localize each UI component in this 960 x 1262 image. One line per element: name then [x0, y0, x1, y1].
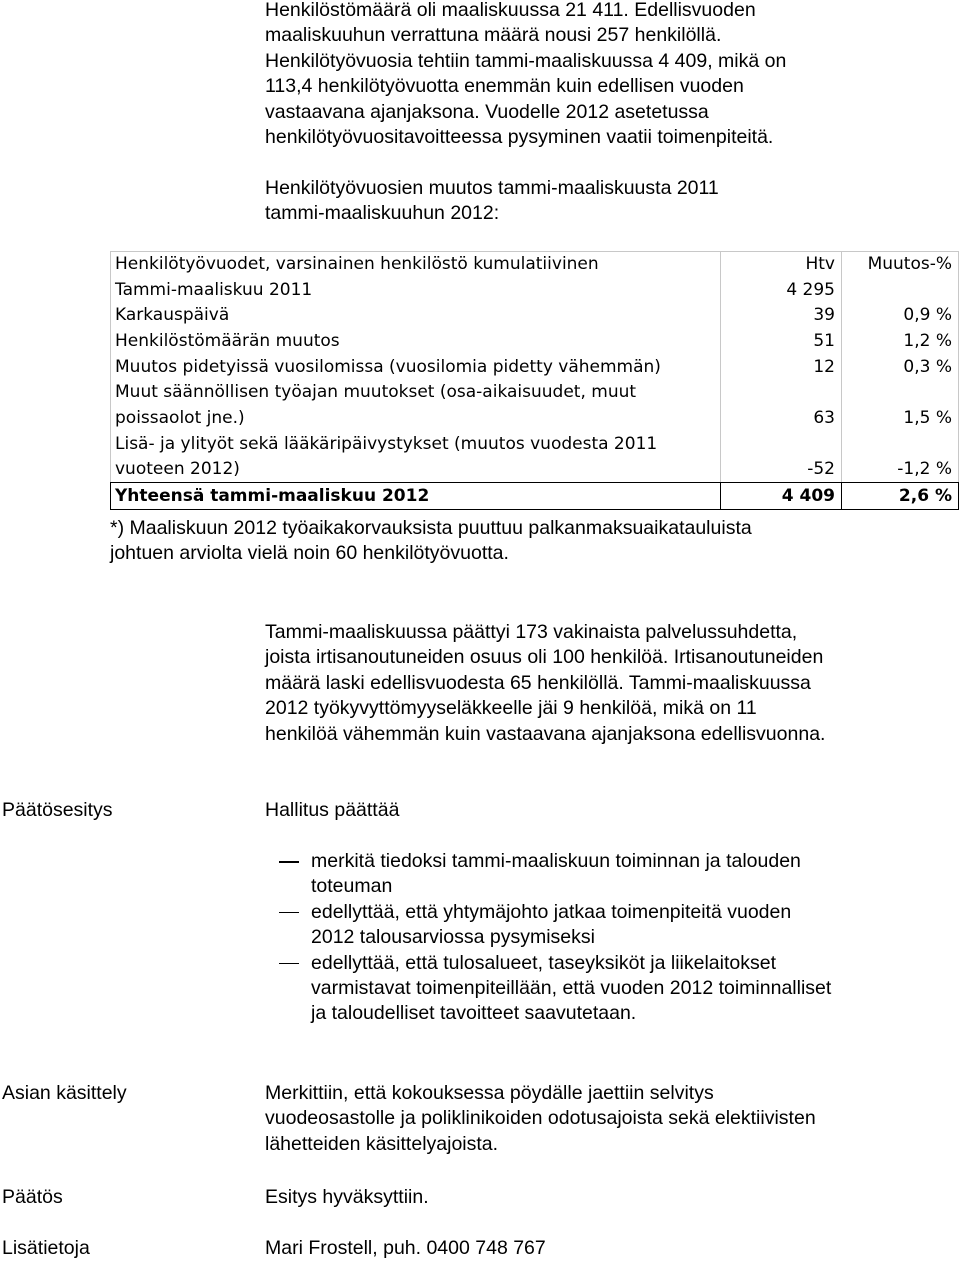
table-row	[111, 303, 959, 329]
handling-line: vuodeosastolle ja poliklinikoiden odotusajoista sekä elektiivisten	[265, 1107, 816, 1130]
total-label: Yhteensä tammi-maaliskuu 2012	[111, 483, 721, 510]
row-pct: 1,2 %	[842, 329, 959, 355]
row-pct: -1,2 %	[842, 431, 959, 483]
dash-bullet-icon	[279, 861, 299, 863]
row-label	[111, 380, 721, 431]
paragraph-line: määrä laski edellisvuodesta 65 henkilöllä. Tammi-maaliskuussa	[265, 671, 811, 694]
total-pct: 2,6 %	[842, 483, 959, 510]
person-years-table	[110, 251, 959, 510]
list-item-line: toteuman	[311, 875, 393, 898]
intro-line: Henkilöstömäärä oli maaliskuussa 21 411. Edellisvuoden	[265, 0, 756, 21]
list-item	[265, 951, 925, 1027]
handling-line: lähetteiden käsittelyajoista.	[265, 1132, 499, 1155]
ruling-text: Esitys hyväksyttiin.	[265, 1186, 429, 1208]
row-pct: 1,5 %	[842, 380, 959, 431]
intro-paragraph	[265, 0, 925, 150]
terminations-paragraph	[265, 620, 925, 747]
section-label-ruling: Päätös	[2, 1186, 63, 1208]
table-row	[111, 380, 959, 431]
proposal-lead: Hallitus päättää	[265, 799, 400, 821]
header-pct: Muutos-%	[842, 252, 959, 278]
intro-line: henkilötyövuositavoitteessa pysyminen vaatii toimenpiteitä.	[265, 126, 774, 149]
paragraph-line: Tammi-maaliskuussa päättyi 173 vakinaista palvelussuhdetta,	[265, 621, 798, 643]
row-label-line: Muut säännöllisen työajan muutokset (osa-aikaisuudet, muut	[115, 382, 637, 403]
row-label: Tammi-maaliskuu 2011	[111, 278, 721, 304]
proposal-list	[265, 849, 925, 1027]
row-pct	[842, 278, 959, 304]
row-label	[111, 431, 721, 483]
list-item-line: merkitä tiedoksi tammi-maaliskuun toiminnan ja talouden	[311, 850, 801, 872]
paragraph-line: henkilöä vähemmän kuin vastaavana ajanjaksona edellisvuonna.	[265, 722, 826, 745]
dash-bullet-icon	[279, 963, 299, 965]
row-label: Henkilöstömäärän muutos	[111, 329, 721, 355]
table-row	[111, 278, 959, 304]
intro-line: vastaavana ajanjaksona. Vuodelle 2012 asetetussa	[265, 100, 709, 123]
table-row	[111, 431, 959, 483]
list-item-line: edellyttää, että yhtymäjohto jatkaa toimenpiteitä vuoden	[311, 900, 792, 923]
list-item	[265, 900, 925, 951]
intro-line: maaliskuuhun verrattuna määrä nousi 257 henkilöllä.	[265, 24, 722, 47]
section-label-info: Lisätietoja	[2, 1237, 90, 1259]
intro-line: Henkilötyövuosia tehtiin tammi-maaliskuussa 4 409, mikä on	[265, 49, 787, 72]
row-pct: 0,9 %	[842, 303, 959, 329]
row-htv: 39	[721, 303, 842, 329]
table-row	[111, 354, 959, 380]
row-label-line: vuoteen 2012)	[115, 458, 240, 479]
header-label: Henkilötyövuodet, varsinainen henkilöstö kumulatiivinen	[111, 252, 721, 278]
section-label-handling: Asian käsittely	[2, 1082, 127, 1104]
row-label: Karkauspäivä	[111, 303, 721, 329]
row-label-line: poissaolot jne.)	[115, 407, 245, 428]
row-label-line: Lisä- ja ylityöt sekä lääkäripäivystykset (muutos vuodesta 2011	[115, 433, 658, 454]
table-intro	[265, 176, 925, 227]
row-htv: 63	[721, 380, 842, 431]
row-pct: 0,3 %	[842, 354, 959, 380]
footnote-line: *) Maaliskuun 2012 työaikakorvauksista puuttuu palkanmaksuaikatauluista	[110, 517, 752, 539]
table-header-row	[111, 252, 959, 278]
table-intro-line: tammi-maaliskuuhun 2012:	[265, 202, 500, 225]
paragraph-line: 2012 työkyvyttömyyseläkkeelle jäi 9 henkilöä, mikä on 11	[265, 697, 757, 720]
total-htv: 4 409	[721, 483, 842, 510]
list-item-line: ja taloudelliset tavoitteet saavutetaan.	[311, 1002, 637, 1025]
row-htv: 4 295	[721, 278, 842, 304]
table-intro-line: Henkilötyövuosien muutos tammi-maaliskuusta 2011	[265, 177, 719, 199]
intro-line: 113,4 henkilötyövuotta enemmän kuin edellisen vuoden	[265, 75, 744, 98]
list-item-line: edellyttää, että tulosalueet, taseyksiköt ja liikelaitokset	[311, 951, 777, 974]
row-htv: -52	[721, 431, 842, 483]
list-item	[265, 849, 925, 900]
row-label: Muutos pidetyissä vuosilomissa (vuosilomia pidetty vähemmän)	[111, 354, 721, 380]
section-label-proposal: Päätösesitys	[2, 799, 113, 821]
handling-text	[265, 1081, 925, 1157]
list-item-line: 2012 talousarviossa pysymiseksi	[311, 926, 595, 949]
table-total-row	[111, 483, 959, 510]
list-item-line: varmistavat toimenpiteillään, että vuoden 2012 toiminnalliset	[311, 977, 832, 1000]
info-text: Mari Frostell, puh. 0400 748 767	[265, 1237, 546, 1259]
row-htv: 51	[721, 329, 842, 355]
table-footnote	[110, 516, 910, 567]
table-row	[111, 329, 959, 355]
handling-line: Merkittiin, että kokouksessa pöydälle jaettiin selvitys	[265, 1082, 714, 1104]
footnote-line: johtuen arviolta vielä noin 60 henkilötyövuotta.	[110, 542, 509, 565]
row-htv: 12	[721, 354, 842, 380]
dash-bullet-icon	[279, 912, 299, 914]
header-htv: Htv	[721, 252, 842, 278]
paragraph-line: joista irtisanoutuneiden osuus oli 100 henkilöä. Irtisanoutuneiden	[265, 646, 824, 669]
